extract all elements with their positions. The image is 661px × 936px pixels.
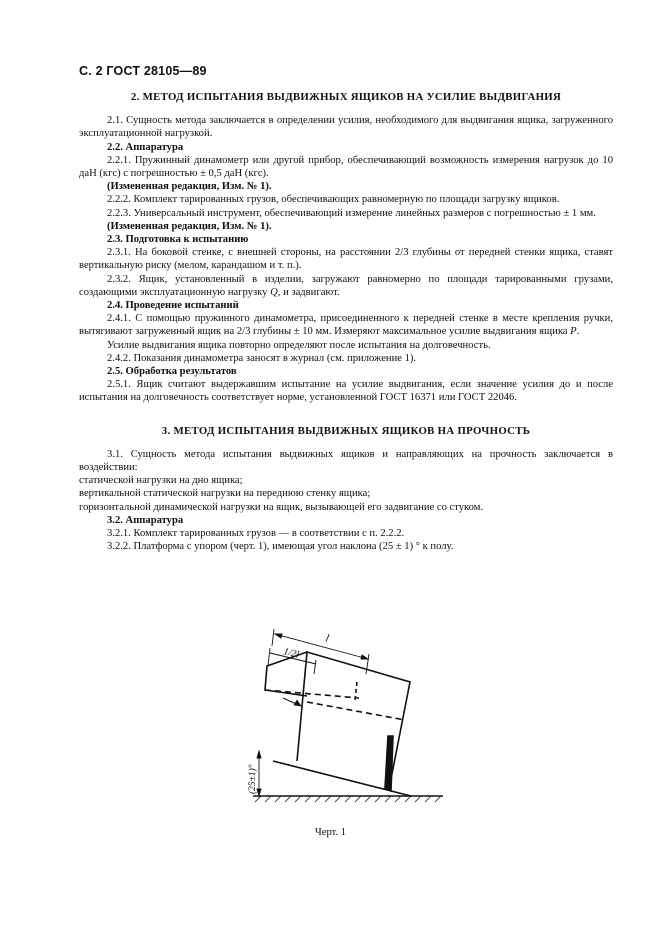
- subheading-2-4: 2.4. Проведение испытаний: [107, 300, 239, 312]
- label-half-l: 1/2l: [282, 646, 301, 661]
- list-item-2: вертикальной статической нагрузки на переднюю стенку ящика;: [79, 488, 371, 500]
- variable-p: P: [570, 326, 577, 338]
- paragraph-2-4-1: [79, 312, 613, 338]
- paragraph-2-3-2-text: 2.3.2. Ящик, установленный в изделии, загружают равномерно по площади тарированными грузами, создающими эксплуатационную нагрузку: [79, 273, 613, 298]
- platform-stop: [385, 736, 393, 791]
- section-3-title: 3. МЕТОД ИСПЫТАНИЯ ВЫДВИЖНЫХ ЯЩИКОВ НА ПРОЧНОСТЬ: [161, 424, 531, 437]
- paragraph-2-2-1: 2.2.1. Пружинный динамометр или другой прибор, обеспечивающий возможность измерения нагрузок до 10 даН (кгс) с погрешностью ± 0,5 даН (кгс).: [79, 154, 613, 180]
- paragraph-2-4-1-repeat: Усилие выдвигания ящика повторно определяют после испытания на долговечность.: [107, 339, 491, 351]
- force-arrowhead: [294, 700, 301, 706]
- paragraph-2-5-1: 2.5.1. Ящик считают выдержавшим испытание на усилие выдвигания, если значение усилия до и после испытания на долговечность соответствует норме, установленной ГОСТ 16371 или ГОСТ 22046.: [79, 379, 613, 404]
- subheading-2-5: 2.5. Обработка результатов: [107, 366, 237, 378]
- subheading-2-3: 2.3. Подготовка к испытанию: [107, 234, 249, 246]
- paragraph-3-2-2: 3.2.2. Платформа с упором (черт. 1), имеющая угол наклона (25 ± 1) ° к полу.: [107, 541, 454, 553]
- paragraph-2-2-2: 2.2.2. Комплект тарированных грузов, обеспечивающих равномерную по площади загрузку ящиков.: [107, 194, 560, 206]
- hidden-line-mid: [307, 702, 405, 720]
- page-header: С. 2 ГОСТ 28105—89: [79, 64, 207, 78]
- list-item-1: статической нагрузки на дно ящика;: [79, 475, 243, 487]
- paragraph-2-4-2: 2.4.2. Показания динамометра заносят в журнал (см. приложение 1).: [107, 352, 417, 364]
- paragraph-2-3-2-end: , и задвигают.: [277, 286, 340, 298]
- hidden-line-top: [265, 690, 359, 698]
- paragraph-2-3-1: 2.3.1. На боковой стенке, с внешней стороны, на расстоянии 2/3 глубины от передней стенки ящика, ставят вертикальную риску (мелом, карандашом и т. п.).: [79, 247, 613, 272]
- drawer-front-extension: [265, 652, 307, 696]
- paragraph-2-1: 2.1. Сущность метода заключается в определении усилия, необходимого для выдвигания ящика, загруженного эксплуатационной нагрузкой.: [79, 115, 613, 140]
- floor-hatching: [255, 796, 441, 802]
- subheading-2-2: 2.2. Аппаратура: [107, 141, 184, 153]
- amendment-note-2: (Измененная редакция, Изм. № 1).: [107, 220, 272, 232]
- list-item-3: горизонтальной динамической нагрузки на ящик, вызывающей его задвигание со стуком.: [79, 501, 484, 513]
- paragraph-2-2-3: 2.2.3. Универсальный инструмент, обеспечивающий измерение линейных размеров с погрешностью ± 1 мм.: [107, 207, 596, 219]
- paragraph-2-3-2: [79, 273, 613, 299]
- paragraph-2-4-1-text: 2.4.1. С помощью пружинного динамометра, присоединенного к передней стенке в месте крепления ручки, вытягивают загруженный ящик на 2/3 глубины ± 10 мм. Измеряют максимальное усилие выдвигания ящика: [79, 313, 613, 338]
- variable-q: Q: [270, 286, 278, 298]
- inclined-platform-diagram: [245, 626, 450, 806]
- label-angle: (25±1)°: [248, 764, 258, 794]
- section-2-title: 2. МЕТОД ИСПЫТАНИЯ ВЫДВИЖНЫХ ЯЩИКОВ НА УСИЛИЕ ВЫДВИГАНИЯ: [130, 91, 562, 103]
- figure-1-drawing: [245, 626, 450, 806]
- figure-caption: Черт. 1: [314, 827, 347, 838]
- amendment-note-1: (Измененная редакция, Изм. № 1).: [107, 181, 272, 193]
- document-body: [79, 91, 613, 554]
- paragraph-3-2-1: 3.2.1. Комплект тарированных грузов — в соответствии с п. 2.2.2.: [107, 528, 405, 540]
- subheading-3-2: 3.2. Аппаратура: [107, 514, 184, 526]
- paragraph-3-1: 3.1. Сущность метода испытания выдвижных ящиков и направляющих на прочность заключается в воздействии:: [79, 448, 613, 474]
- paragraph-2-4-1-end: .: [576, 326, 580, 338]
- label-l: l: [324, 632, 331, 645]
